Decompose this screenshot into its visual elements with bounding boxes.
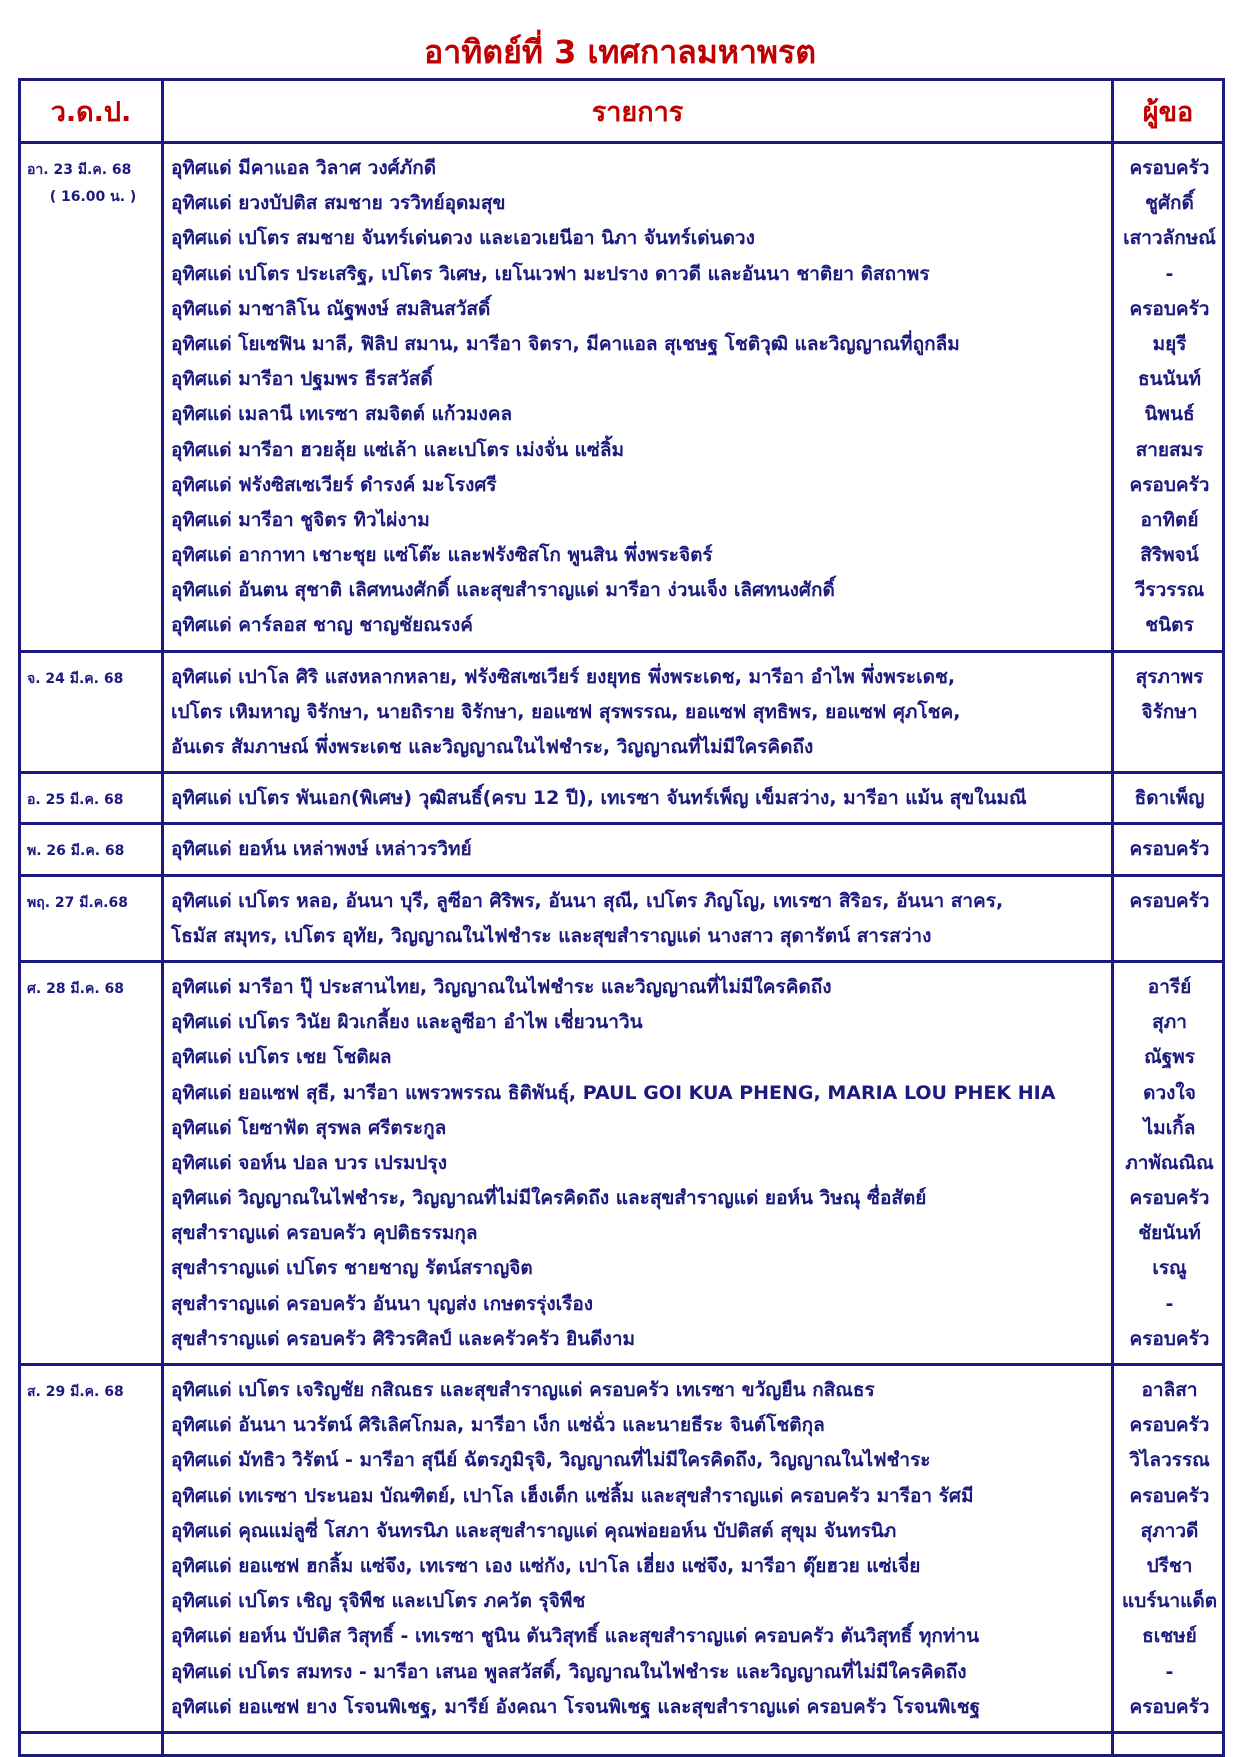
date-cell xyxy=(20,1365,163,1733)
requester-name: สุรภาพร xyxy=(1135,665,1204,688)
items-cell xyxy=(163,824,1113,875)
date-block xyxy=(21,1366,161,1408)
items-list xyxy=(164,877,1111,960)
requester-name: ภาพัณณิณ xyxy=(1125,1151,1214,1174)
items-list xyxy=(164,144,1111,650)
intention-line: สุขสำราญแด่ ครอบครัว อันนา บุญส่ง เกษตรรุ่งเรือง xyxy=(171,1292,594,1315)
requester-name: ครอบครัว xyxy=(1129,889,1210,912)
items-cell xyxy=(163,1365,1113,1733)
requester-name: ครอบครัว xyxy=(1129,1187,1210,1210)
date-cell xyxy=(20,143,163,652)
requester-name: อาลิสา xyxy=(1141,1379,1198,1401)
requester-name: ไมเกิ้ล xyxy=(1143,1116,1196,1139)
page-title: อาทิตย์ที่ 3 เทศกาลมหาพรต xyxy=(424,33,816,71)
requester-name: - xyxy=(1165,1292,1174,1315)
items-list xyxy=(164,963,1111,1363)
table-row xyxy=(20,961,1224,1364)
date-block xyxy=(21,963,161,1005)
intention-line: อุทิศแด่ อันนา นวรัตน์ ศิริเลิศโกมล, มารีอา เง็ก แซ่ฉั่ว และนายธีระ จินต์โชติกุล xyxy=(171,1414,825,1437)
intention-line: อุทิศแด่ คาร์ลอส ชาญ ชาญชัยณรงค์ xyxy=(171,614,474,637)
intention-line: อุทิศแด่ เปโตร เชย โชติผล xyxy=(171,1046,392,1069)
date-text: ศ. 28 มี.ค. 68 xyxy=(27,980,125,997)
intention-line: อุทิศแด่ เมลานี เทเรซา สมจิตต์ แก้วมงคล xyxy=(171,403,513,426)
requester-name: ครอบครัว xyxy=(1129,1327,1210,1350)
requester-name: อารีย์ xyxy=(1147,975,1192,998)
requester-name: ชูศักดิ์ xyxy=(1145,192,1194,215)
intention-line: สุขสำราญแด่ เปโตร ชายชาญ รัตน์สราญจิต xyxy=(171,1257,533,1280)
empty-cell xyxy=(1113,1732,1224,1755)
requester-name: ณัฐพร xyxy=(1144,1046,1195,1069)
requester-name xyxy=(1121,730,1218,765)
date-cell xyxy=(20,961,163,1364)
date-text: อ. 25 มี.ค. 68 xyxy=(27,792,124,809)
requester-list xyxy=(1114,144,1222,650)
intention-line: สุขสำราญแด่ ครอบครัว ศิริวรศิลป์ และครัวครัว ยินดีงาม xyxy=(171,1327,636,1350)
items-cell xyxy=(163,875,1113,961)
date-block xyxy=(21,825,161,867)
requester-name xyxy=(1121,919,1218,954)
date-text: อา. 23 มี.ค. 68 xyxy=(27,162,132,178)
intention-line: อุทิศแด่ เปโตร สมทรง - มารีอา เสนอ พูลสวัสดิ์, วิญญาณในไฟชำระ และวิญญาณที่ไม่มีใครคิดถึง xyxy=(171,1660,967,1683)
requester-cell xyxy=(1113,961,1224,1364)
intention-line: อุทิศแด่ มารีอา ปฐมพร ธีรสวัสดิ์ xyxy=(171,368,433,391)
requester-cell xyxy=(1113,651,1224,773)
requester-name: สายสมร xyxy=(1135,438,1204,461)
date-block xyxy=(21,653,161,695)
requester-cell xyxy=(1113,875,1224,961)
date-block xyxy=(21,144,161,208)
items-cell xyxy=(163,773,1113,824)
requester-name: ครอบครัว xyxy=(1129,157,1210,179)
intention-line: อุทิศแด่ เปโตร พันเอก(พิเศษ) วุฒิสนธิ์(ครบ 12 ปี), เทเรซา จันทร์เพ็ญ เข็มสว่าง, มารีอา แม้น สุขในมณี xyxy=(171,787,1027,810)
intention-line: อุทิศแด่ จอห์น ปอล บวร เปรมปรุง xyxy=(171,1151,447,1174)
intention-line: อุทิศแด่ ยอห์น บัปติส วิสุทธิ์ - เทเรซา ชูนิน ตันวิสุทธิ์ และสุขสำราญแด่ ครอบครัว ตันวิสุทธิ์ ทุกท่าน xyxy=(171,1625,980,1648)
requester-list xyxy=(1114,963,1222,1363)
intention-line: อุทิศแด่ อากาทา เชาะชุย แซ่โต๊ะ และฟรังซิสโก พูนสิน พึ่งพระจิตร์ xyxy=(171,544,713,567)
date-text: จ. 24 มี.ค. 68 xyxy=(27,670,124,687)
empty-cell xyxy=(20,1732,163,1755)
requester-cell xyxy=(1113,773,1224,824)
items-list xyxy=(164,653,1111,772)
requester-name: สุภา xyxy=(1152,1011,1187,1034)
requester-cell xyxy=(1113,1365,1224,1733)
requester-name: อาทิตย์ xyxy=(1140,508,1199,531)
requester-name: ปรีชา xyxy=(1146,1554,1193,1577)
date-text: พ. 26 มี.ค. 68 xyxy=(27,843,125,860)
intention-line: อุทิศแด่ เปโตร ประเสริฐ, เปโตร วิเศษ, เยโนเวฟา มะปราง ดาวดี และอันนา ชาติยา ดิสถาพร xyxy=(171,262,930,285)
requester-name: จิรักษา xyxy=(1141,700,1198,723)
header-requester: ผู้ขอ xyxy=(1113,80,1224,143)
items-list xyxy=(164,774,1111,822)
requester-list xyxy=(1114,774,1222,822)
intention-line: อุทิศแด่ อันตน สุชาติ เลิศทนงศักดิ์ และสุขสำราญแด่ มารีอา ง่วนเจ็ง เลิศทนงศักดิ์ xyxy=(171,579,835,602)
intention-line: อุทิศแด่ โยเซฟิน มาลี, ฟิลิป สมาน, มารีอา จิตรา, มีคาแอล สุเชษฐ โชติวุฒิ และวิญญาณที่ถูกลืม xyxy=(171,332,960,355)
requester-name: ครอบครัว xyxy=(1129,473,1210,496)
intention-line: อุทิศแด่ ยอห์น เหล่าพงษ์ เหล่าวรวิทย์ xyxy=(171,838,472,861)
intention-line: โธมัส สมุทร, เปโตร อุทัย, วิญญาณในไฟชำระ และสุขสำราญแด่ นางสาว สุดารัตน์ สารสว่าง xyxy=(171,924,932,947)
date-cell xyxy=(20,875,163,961)
intention-line: อุทิศแด่ มารีอา ชูจิตร ทิวไผ่งาม xyxy=(171,508,430,531)
intention-line: อันเดร สัมภาษณ์ พึ่งพระเดช และวิญญาณในไฟชำระ, วิญญาณที่ไม่มีใครคิดถึง xyxy=(171,736,814,758)
intention-line: อุทิศแด่ มารีอา ปุ๊ ประสานไทย, วิญญาณในไฟชำระ และวิญญาณที่ไม่มีใครคิดถึง xyxy=(171,975,832,998)
requester-name: เสาวลักษณ์ xyxy=(1123,227,1216,250)
intention-line: อุทิศแด่ ยอแซฟ ยาง โรจนพิเชฐ, มารีย์ อังคณา โรจนพิเชฐ และสุขสำราญแด่ ครอบครัว โรจนพิเชฐ xyxy=(171,1695,981,1718)
intention-line: เปโตร เหิมหาญ จิรักษา, นายถิราย จิรักษา, ยอแซฟ สุรพรรณ, ยอแซฟ สุทธิพร, ยอแซฟ ศุภโชค, xyxy=(171,700,961,723)
header-date: ว.ด.ป. xyxy=(20,80,163,143)
date-cell xyxy=(20,651,163,773)
table-row xyxy=(20,651,1224,773)
header-row xyxy=(20,80,1224,143)
intention-line: อุทิศแด่ เปโตร หลอ, อันนา บุรี, ลูซีอา ศิริพร, อันนา สุณี, เปโตร ภิญโญ, เทเรซา สิริอร, อันนา สาคร, xyxy=(171,889,1004,912)
table-row-empty xyxy=(20,1732,1224,1755)
requester-name: สุภาวดี xyxy=(1140,1519,1199,1542)
intentions-table xyxy=(18,78,1225,1757)
intention-line: อุทิศแด่ เปโตร เชิญ รุจิพืช และเปโตร ภควัต รุจิพืช xyxy=(171,1590,586,1613)
intention-line: อุทิศแด่ เปโตร สมชาย จันทร์เด่นดวง และเอวเยนีอา นิภา จันทร์เด่นดวง xyxy=(171,227,755,250)
requester-name: ครอบครัว xyxy=(1129,838,1210,861)
requester-name: สิริพจน์ xyxy=(1140,544,1199,567)
date-text: ส. 29 มี.ค. 68 xyxy=(27,1384,124,1400)
items-cell xyxy=(163,143,1113,652)
intention-line: สุขสำราญแด่ ครอบครัว คุปติธรรมกุล xyxy=(171,1222,478,1245)
time-text: ( 16.00 น. ) xyxy=(49,189,137,205)
requester-name: วีรวรรณ xyxy=(1134,579,1205,602)
table-row xyxy=(20,824,1224,875)
intention-line: อุทิศแด่ ฟรังซิสเซเวียร์ ดำรงค์ มะโรงศรี xyxy=(171,473,497,496)
date-text: พฤ. 27 มี.ค.68 xyxy=(27,894,128,911)
requester-name: - xyxy=(1165,1660,1174,1683)
intention-line: อุทิศแด่ เปาโล ศิริ แสงหลากหลาย, ฟรังซิสเซเวียร์ ยงยุทธ พึ่งพระเดช, มารีอา อำไพ พึ่งพระเดช, xyxy=(171,665,956,688)
requester-name: ชนิตร xyxy=(1145,614,1194,637)
intention-line: อุทิศแด่ ยอแซฟ ฮกลิ้ม แซ่จึง, เทเรซา เอง แซ่กัง, เปาโล เฮี่ยง แซ่จึง, มารีอา ตุ๊ยฮวย แซ่เจี่ย xyxy=(171,1554,921,1577)
requester-name: - xyxy=(1165,262,1174,285)
requester-name: ครอบครัว xyxy=(1129,297,1210,320)
intention-line: อุทิศแด่ มัทธิว วิรัตน์ - มารีอา สุนีย์ ฉัตรภูมิรุจิ, วิญญาณที่ไม่มีใครคิดถึง, วิญญาณในไฟชำระ xyxy=(171,1449,931,1472)
requester-list xyxy=(1114,1366,1222,1731)
table-row xyxy=(20,1365,1224,1733)
intention-line: อุทิศแด่ คุณแม่ลูซี่ โสภา จันทรนิภ และสุขสำราญแด่ คุณพ่อยอห์น บัปติสต์ สุขุม จันทรนิภ xyxy=(171,1519,897,1542)
intention-line: อุทิศแด่ โยซาฟัต สุรพล ศรีตระกูล xyxy=(171,1116,447,1139)
requester-name: มยุรี xyxy=(1152,332,1187,355)
date-cell xyxy=(20,773,163,824)
intention-line: อุทิศแด่ มารีอา ฮวยลุ้ย แซ่เล้า และเปโตร เม่งจั่น แซ่ลิ้ม xyxy=(171,438,624,461)
items-list xyxy=(164,825,1111,873)
table-row xyxy=(20,875,1224,961)
requester-name: ครอบครัว xyxy=(1129,1695,1210,1718)
items-cell xyxy=(163,651,1113,773)
requester-name: ธนนันท์ xyxy=(1137,368,1202,391)
table-row xyxy=(20,143,1224,652)
requester-name: เรณู xyxy=(1152,1257,1187,1280)
requester-list xyxy=(1114,825,1222,873)
requester-name: ชัยนันท์ xyxy=(1138,1222,1201,1245)
requester-name: นิพนธ์ xyxy=(1144,403,1195,426)
date-block xyxy=(21,774,161,816)
requester-name: วิไลวรรณ xyxy=(1129,1449,1210,1472)
requester-list xyxy=(1114,877,1222,960)
intention-line: อุทิศแด่ ยวงบัปติส สมชาย วรวิทย์อุดมสุข xyxy=(171,192,506,215)
requester-cell xyxy=(1113,824,1224,875)
header-items: รายการ xyxy=(163,80,1113,143)
requester-name: ครอบครัว xyxy=(1129,1414,1210,1437)
intention-line: อุทิศแด่ เปโตร วินัย ผิวเกลี้ยง และลูซีอา อำไพ เชี่ยวนาวิน xyxy=(171,1011,643,1034)
requester-cell xyxy=(1113,143,1224,652)
empty-cell xyxy=(163,1732,1113,1755)
date-block xyxy=(21,877,161,919)
table-body xyxy=(20,143,1224,1756)
requester-name: ดวงใจ xyxy=(1143,1081,1196,1104)
intention-line: อุทิศแด่ เทเรซา ประนอม บัณฑิตย์, เปาโล เฮ็งเต็ก แซ่ลิ้ม และสุขสำราญแด่ ครอบครัว มารีอา รัศมี xyxy=(171,1484,974,1507)
requester-name: ครอบครัว xyxy=(1129,1484,1210,1507)
date-cell xyxy=(20,824,163,875)
requester-name: ธิดาเพ็ญ xyxy=(1134,787,1205,810)
intention-line: อุทิศแด่ มาชาลิโน ณัฐพงษ์ สมสินสวัสดิ์ xyxy=(171,297,491,320)
items-cell xyxy=(163,961,1113,1364)
intention-line: อุทิศแด่ วิญญาณในไฟชำระ, วิญญาณที่ไม่มีใครคิดถึง และสุขสำราญแด่ ยอห์น วิษณุ ซื่อสัตย์ xyxy=(171,1187,927,1210)
intention-line: อุทิศแด่ มีคาแอล วิลาศ วงศ์ภักดี xyxy=(171,157,437,179)
requester-name: แบร์นาแด็ต xyxy=(1121,1590,1218,1613)
requester-list xyxy=(1114,653,1222,772)
items-list xyxy=(164,1366,1111,1731)
intention-line: อุทิศแด่ เปโตร เจริญชัย กสิณธร และสุขสำราญแด่ ครอบครัว เทเรซา ขวัญยืน กสิณธร xyxy=(171,1379,875,1401)
table-row xyxy=(20,773,1224,824)
intention-line: อุทิศแด่ ยอแซฟ สุธี, มารีอา แพรวพรรณ ธิติพันธุ์, PAUL GOI KUA PHENG, MARIA LOU PHEK HIA xyxy=(171,1081,1056,1104)
requester-name: ธเชษย์ xyxy=(1142,1625,1197,1648)
